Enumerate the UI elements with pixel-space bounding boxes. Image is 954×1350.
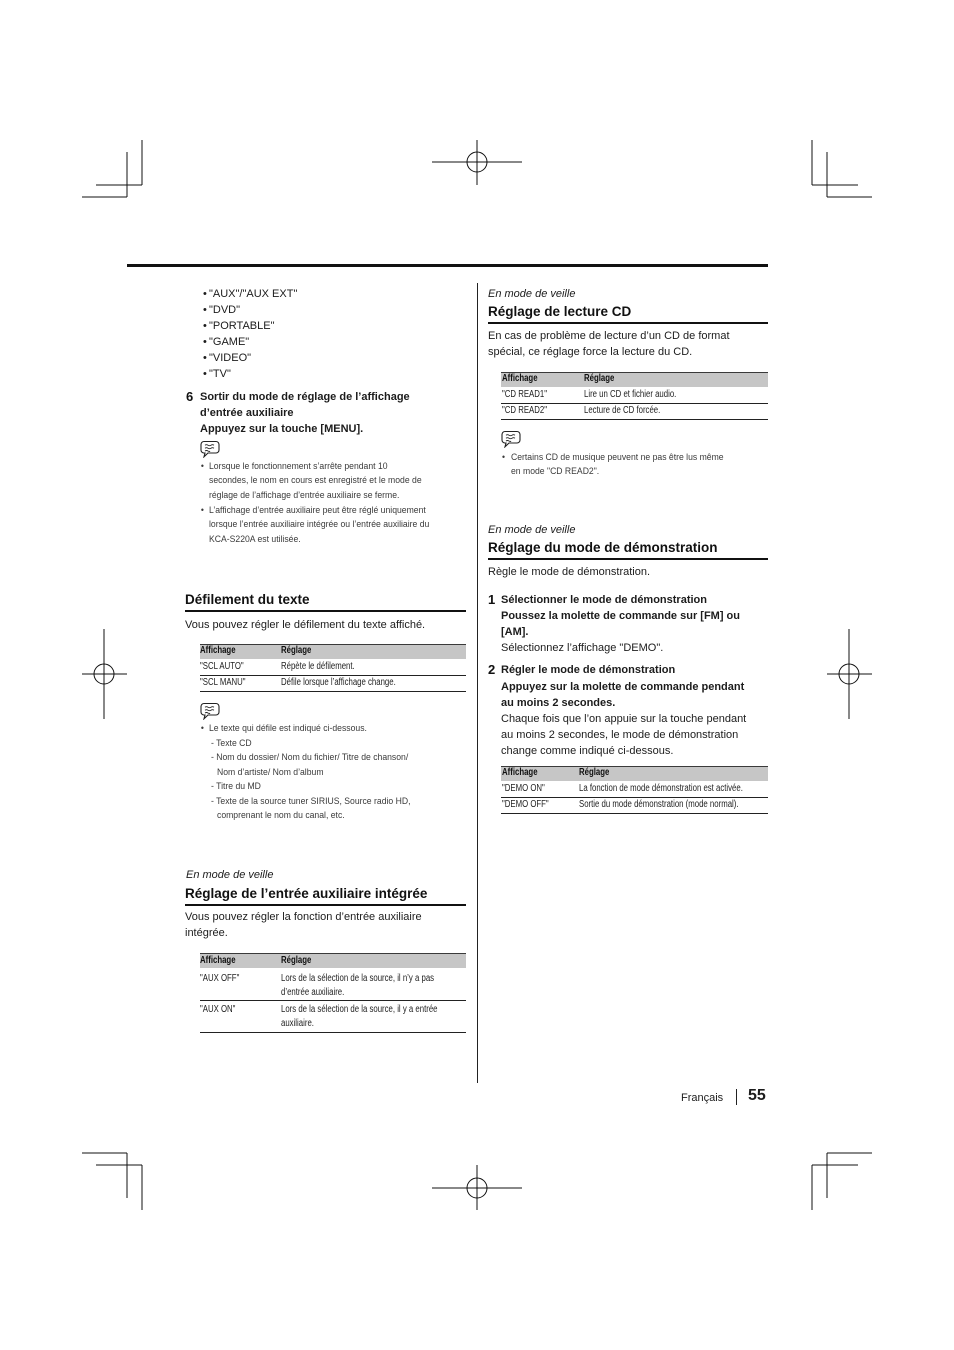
step-result: Sélectionnez l’affichage "DEMO". [501,642,664,654]
step-number: 2 [488,662,496,677]
table-header [501,766,768,781]
table-row-divider [501,797,768,798]
note-text-line: en mode "CD READ2". [511,466,600,477]
source-list-item: • "PORTABLE" [209,319,274,333]
mode-label: En mode de veille [488,524,576,536]
source-list-item: • "TV" [209,367,231,381]
step-title: Sélectionner le mode de démonstration [501,594,707,606]
note-text-line: réglage de l’affichage d’entrée auxiliaire se ferme. [209,490,400,501]
source-list-item: • "VIDEO" [209,351,251,365]
section-intro: spécial, ce réglage force la lecture du CD. [488,346,693,358]
table-header [200,644,466,659]
step-action: Appuyez sur la molette de commande pendant [501,681,745,693]
step-number: 6 [186,389,194,404]
table-cell-display: "AUX ON" [200,1004,236,1015]
step-action: Poussez la molette de commande sur [FM] ou [501,610,740,622]
note-sub-item: - Texte CD [211,738,252,749]
page-number: 55 [748,1087,766,1104]
table-header-cell: Affichage [200,955,236,966]
footer-separator [736,1089,737,1105]
step-title: d’entrée auxiliaire [200,407,294,419]
heading-underline [185,610,466,612]
heading-underline [185,904,466,906]
table-row-divider [200,1000,466,1001]
table-header-cell: Affichage [502,767,538,778]
source-list-item: • "DVD" [209,303,240,317]
table-cell-setting: auxiliaire. [281,1018,314,1029]
registration-mark-right [827,629,872,719]
crop-mark-top-left [82,140,142,197]
table-cell-setting: Répète le défilement. [281,661,355,672]
table-cell-display: "AUX OFF" [200,973,240,984]
step-action: [AM]. [501,626,529,638]
table-row-divider [501,419,768,420]
mode-label: En mode de veille [488,288,576,300]
step-action: Appuyez sur la touche [MENU]. [200,423,364,435]
footer-language: Français [681,1092,724,1104]
section-intro: Règle le mode de démonstration. [488,566,651,578]
step-result: Chaque fois que l’on appuie sur la touche pendant [501,713,747,725]
top-rule [127,264,768,267]
table-header [501,372,768,387]
table-header-cell: Réglage [579,767,610,778]
note-icon [501,430,521,448]
table-cell-setting: Sortie du mode démonstration (mode normal). [579,799,739,810]
note-text-line: • Lorsque le fonctionnement s’arrête pendant 10 [209,461,388,473]
note-text-line: • Le texte qui défile est indiqué ci-dessous. [209,723,367,735]
note-icon [200,440,220,458]
column-divider [477,283,478,1083]
table-cell-setting: d’entrée auxiliaire. [281,987,345,998]
step-result: au moins 2 secondes, le mode de démonstration [501,729,739,741]
table-header-cell: Réglage [281,645,312,656]
note-text-line: • Certains CD de musique peuvent ne pas être lus même [511,452,724,464]
table-row-divider [200,691,466,692]
table-row-divider [200,1032,466,1033]
step-title: Sortir du mode de réglage de l’affichage [200,391,410,403]
table-cell-display: "SCL AUTO" [200,661,244,672]
table-cell-setting: Défile lorsque l’affichage change. [281,677,396,688]
table-cell-setting: Lecture de CD forcée. [584,405,661,416]
table-header [200,953,466,968]
note-sub-item: - Titre du MD [211,781,261,792]
note-text-line: • L’affichage d’entrée auxiliaire peut être réglé uniquement [209,505,426,517]
step-result: change comme indiqué ci-dessous. [501,745,674,757]
registration-mark-top [432,140,522,185]
table-cell-display: "SCL MANU" [200,677,246,688]
crop-mark-bottom-right [812,1153,872,1210]
table-cell-display: "CD READ2" [502,405,547,416]
note-sub-item: - Nom du dossier/ Nom du fichier/ Titre de chanson/ [211,752,409,763]
table-row-divider [501,403,768,404]
step-number: 1 [488,592,496,607]
source-list-item: • "GAME" [209,335,249,349]
heading-underline [488,322,768,324]
mode-label: En mode de veille [186,869,274,881]
registration-mark-bottom [432,1165,522,1210]
section-heading: Réglage du mode de démonstration [488,540,718,555]
table-cell-display: "DEMO OFF" [502,799,549,810]
note-text-line: lorsque l’entrée auxiliaire intégrée ou l’entrée auxiliaire du [209,519,430,530]
table-cell-display: "CD READ1" [502,389,547,400]
registration-mark-left [82,629,127,719]
step-action: au moins 2 secondes. [501,697,616,709]
table-header-cell: Affichage [502,373,538,384]
note-sub-item: Nom d’artiste/ Nom d’album [217,767,324,778]
section-intro: Vous pouvez régler la fonction d’entrée auxiliaire [185,911,422,923]
table-cell-display: "DEMO ON" [502,783,545,794]
section-heading: Réglage de l’entrée auxiliaire intégrée [185,886,428,901]
table-cell-setting: Lire un CD et fichier audio. [584,389,677,400]
table-row-divider [501,813,768,814]
note-sub-item: comprenant le nom du canal, etc. [217,810,345,821]
step-title: Régler le mode de démonstration [501,664,676,676]
note-text-line: KCA-S220A est utilisée. [209,534,301,545]
table-header-cell: Réglage [584,373,615,384]
note-text-line: secondes, le nom en cours est enregistré et le mode de [209,475,422,486]
note-icon [200,702,220,720]
crop-mark-top-right [812,140,872,197]
crop-mark-bottom-left [82,1153,142,1210]
section-heading: Réglage de lecture CD [488,304,632,319]
heading-underline [488,558,768,560]
table-cell-setting: Lors de la sélection de la source, il y a entrée [281,1004,438,1015]
table-row-divider [200,675,466,676]
section-intro: intégrée. [185,927,228,939]
section-intro: Vous pouvez régler le défilement du texte affiché. [185,619,426,631]
section-heading: Défilement du texte [185,592,310,607]
table-header-cell: Affichage [200,645,236,656]
note-sub-item: - Texte de la source tuner SIRIUS, Source radio HD, [211,796,411,807]
section-intro: En cas de problème de lecture d’un CD de format [488,330,730,342]
table-header-cell: Réglage [281,955,312,966]
table-cell-setting: La fonction de mode démonstration est activée. [579,783,743,794]
source-list-item: • "AUX"/"AUX EXT" [209,287,297,301]
table-cell-setting: Lors de la sélection de la source, il n’y a pas [281,973,435,984]
